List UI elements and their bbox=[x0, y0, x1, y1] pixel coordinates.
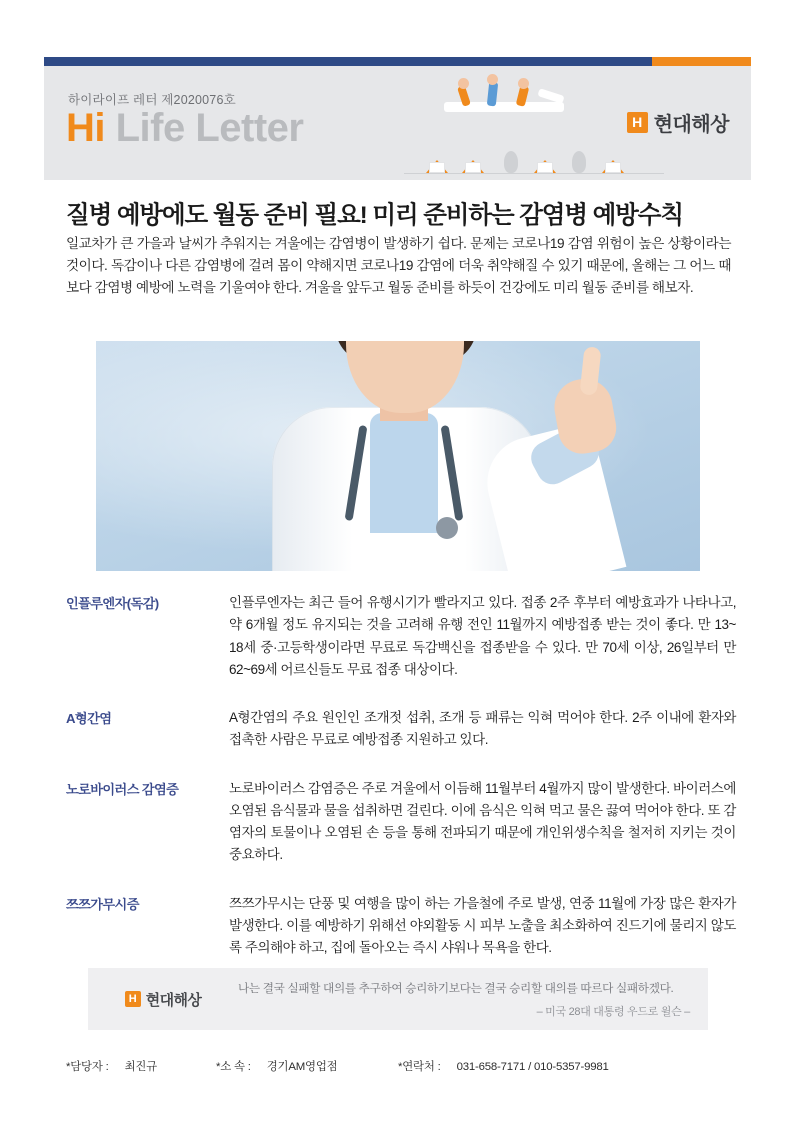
footer-meta bbox=[66, 1058, 756, 1074]
topic-body: 쯔쯔가무시는 단풍 및 여행을 많이 하는 가을철에 주로 발생, 연중 11월에 가장 많은 환자가 발생한다. 이를 예방하기 위해선 야외활동 시 피부 노출을 최소화하여 진드기에 물리지 않도록 주의해야 하고, 집에 돌아오는 즉시 샤워나 목욕을 한다. bbox=[229, 895, 736, 956]
issue-line: 하이라이프 레터 제2020076호 bbox=[68, 93, 236, 107]
top-color-bars bbox=[44, 57, 751, 66]
quote-logo-mark-icon: H bbox=[125, 991, 141, 1007]
topic-body: A형간염의 주요 원인인 조개젓 섭취, 조개 등 패류는 익혀 먹어야 한다. 2주 이내에 환자와 접촉한 사람은 무료로 예방접종 지원하고 있다. bbox=[229, 710, 736, 748]
flying-people-icon bbox=[434, 74, 574, 132]
quote-box bbox=[88, 968, 708, 1030]
topic-item bbox=[66, 778, 736, 867]
article-title: 질병 예방에도 월동 준비 필요! 미리 준비하는 감염병 예방수칙 bbox=[66, 202, 683, 229]
footer-org-key: *소 속 : bbox=[216, 1061, 251, 1073]
newsletter-header bbox=[44, 66, 751, 180]
footer-person bbox=[66, 1058, 216, 1074]
topic-body: 인플루엔자는 최근 들어 유행시기가 빨라지고 있다. 접종 2주 후부터 예방효과가 나타나고, 약 6개월 정도 유지되는 것을 고려해 유행 전인 11월까지 예방접종 받는 것이 좋다. 만 13~ 18세 중·고등학생이라면 무료로 독감백신을 접종받을 수 있다. 만 70세 이상, 26일부터 만 62~69세 어르신들도 무료 접종 대상이다. bbox=[229, 595, 736, 677]
hero-photo bbox=[96, 341, 700, 571]
footer-person-value: 최진규 bbox=[124, 1061, 157, 1073]
masthead-title bbox=[66, 106, 303, 151]
footer-contact-key: *연락처 : bbox=[398, 1061, 441, 1073]
masthead-rest: Life Letter bbox=[105, 106, 304, 150]
topic-item bbox=[66, 592, 736, 681]
logo-mark-icon: H bbox=[627, 112, 648, 133]
quote-logo bbox=[88, 989, 238, 1010]
footer-contact bbox=[398, 1058, 756, 1074]
footer-org bbox=[216, 1058, 398, 1074]
topic-item bbox=[66, 707, 736, 752]
footer-org-value: 경기AM영업점 bbox=[266, 1061, 338, 1073]
topic-list bbox=[66, 592, 736, 985]
footer-person-key: *담당자 : bbox=[66, 1061, 109, 1073]
topic-label: 쯔쯔가무시증 bbox=[66, 896, 139, 912]
quote-logo-text: 현대해상 bbox=[145, 991, 202, 1009]
quote-content bbox=[238, 980, 708, 1019]
topic-label: A형간염 bbox=[66, 711, 112, 727]
topic-label: 인플루엔자(독감) bbox=[66, 596, 159, 611]
masthead-hi: Hi bbox=[66, 106, 105, 150]
company-logo bbox=[627, 108, 729, 137]
top-bar-orange bbox=[652, 57, 751, 66]
article-lead: 일교차가 큰 가을과 날씨가 추워지는 겨울에는 감염병이 발생하기 쉽다. 문제는 코로나19 감염 위험이 높은 상황이라는 것이다. 독감이나 다른 감염병에 걸려 몸이 약해지면 코로나19 감염에 더욱 취약해질 수 있기 때문에, 올해는 그 어느 때보다 감염병 예방에 노력을 기울여야 한다. 겨울을 앞두고 월동 준비를 하듯이 건강에도 미리 월동 준비를 해보자. bbox=[66, 236, 731, 296]
footer-contact-value: 031-658-7171 / 010-5357-9981 bbox=[456, 1061, 609, 1073]
top-bar-blue bbox=[44, 57, 652, 66]
header-illustration-icon bbox=[404, 66, 664, 180]
quote-attribution: – 미국 28대 대통령 우드로 윌슨 – bbox=[536, 1005, 690, 1018]
topic-body: 노로바이러스 감염증은 주로 겨울에서 이듬해 11월부터 4월까지 많이 발생한다. 바이러스에 오염된 음식물과 물을 섭취하면 걸린다. 이에 음식은 익혀 먹고 물은 끓여 먹어야 한다. 또 감염자의 토물이나 오염된 손 등을 통해 전파되기 때문에 개인위생수칙을 철저히 지키는 것이 중요하다. bbox=[229, 780, 736, 863]
topic-label: 노로바이러스 감염증 bbox=[66, 781, 179, 797]
quote-text: 나는 결국 실패할 대의를 추구하여 승리하기보다는 결국 승리할 대의를 따르다 실패하겠다. bbox=[238, 981, 674, 995]
logo-text: 현대해상 bbox=[653, 114, 729, 136]
topic-item bbox=[66, 893, 736, 960]
